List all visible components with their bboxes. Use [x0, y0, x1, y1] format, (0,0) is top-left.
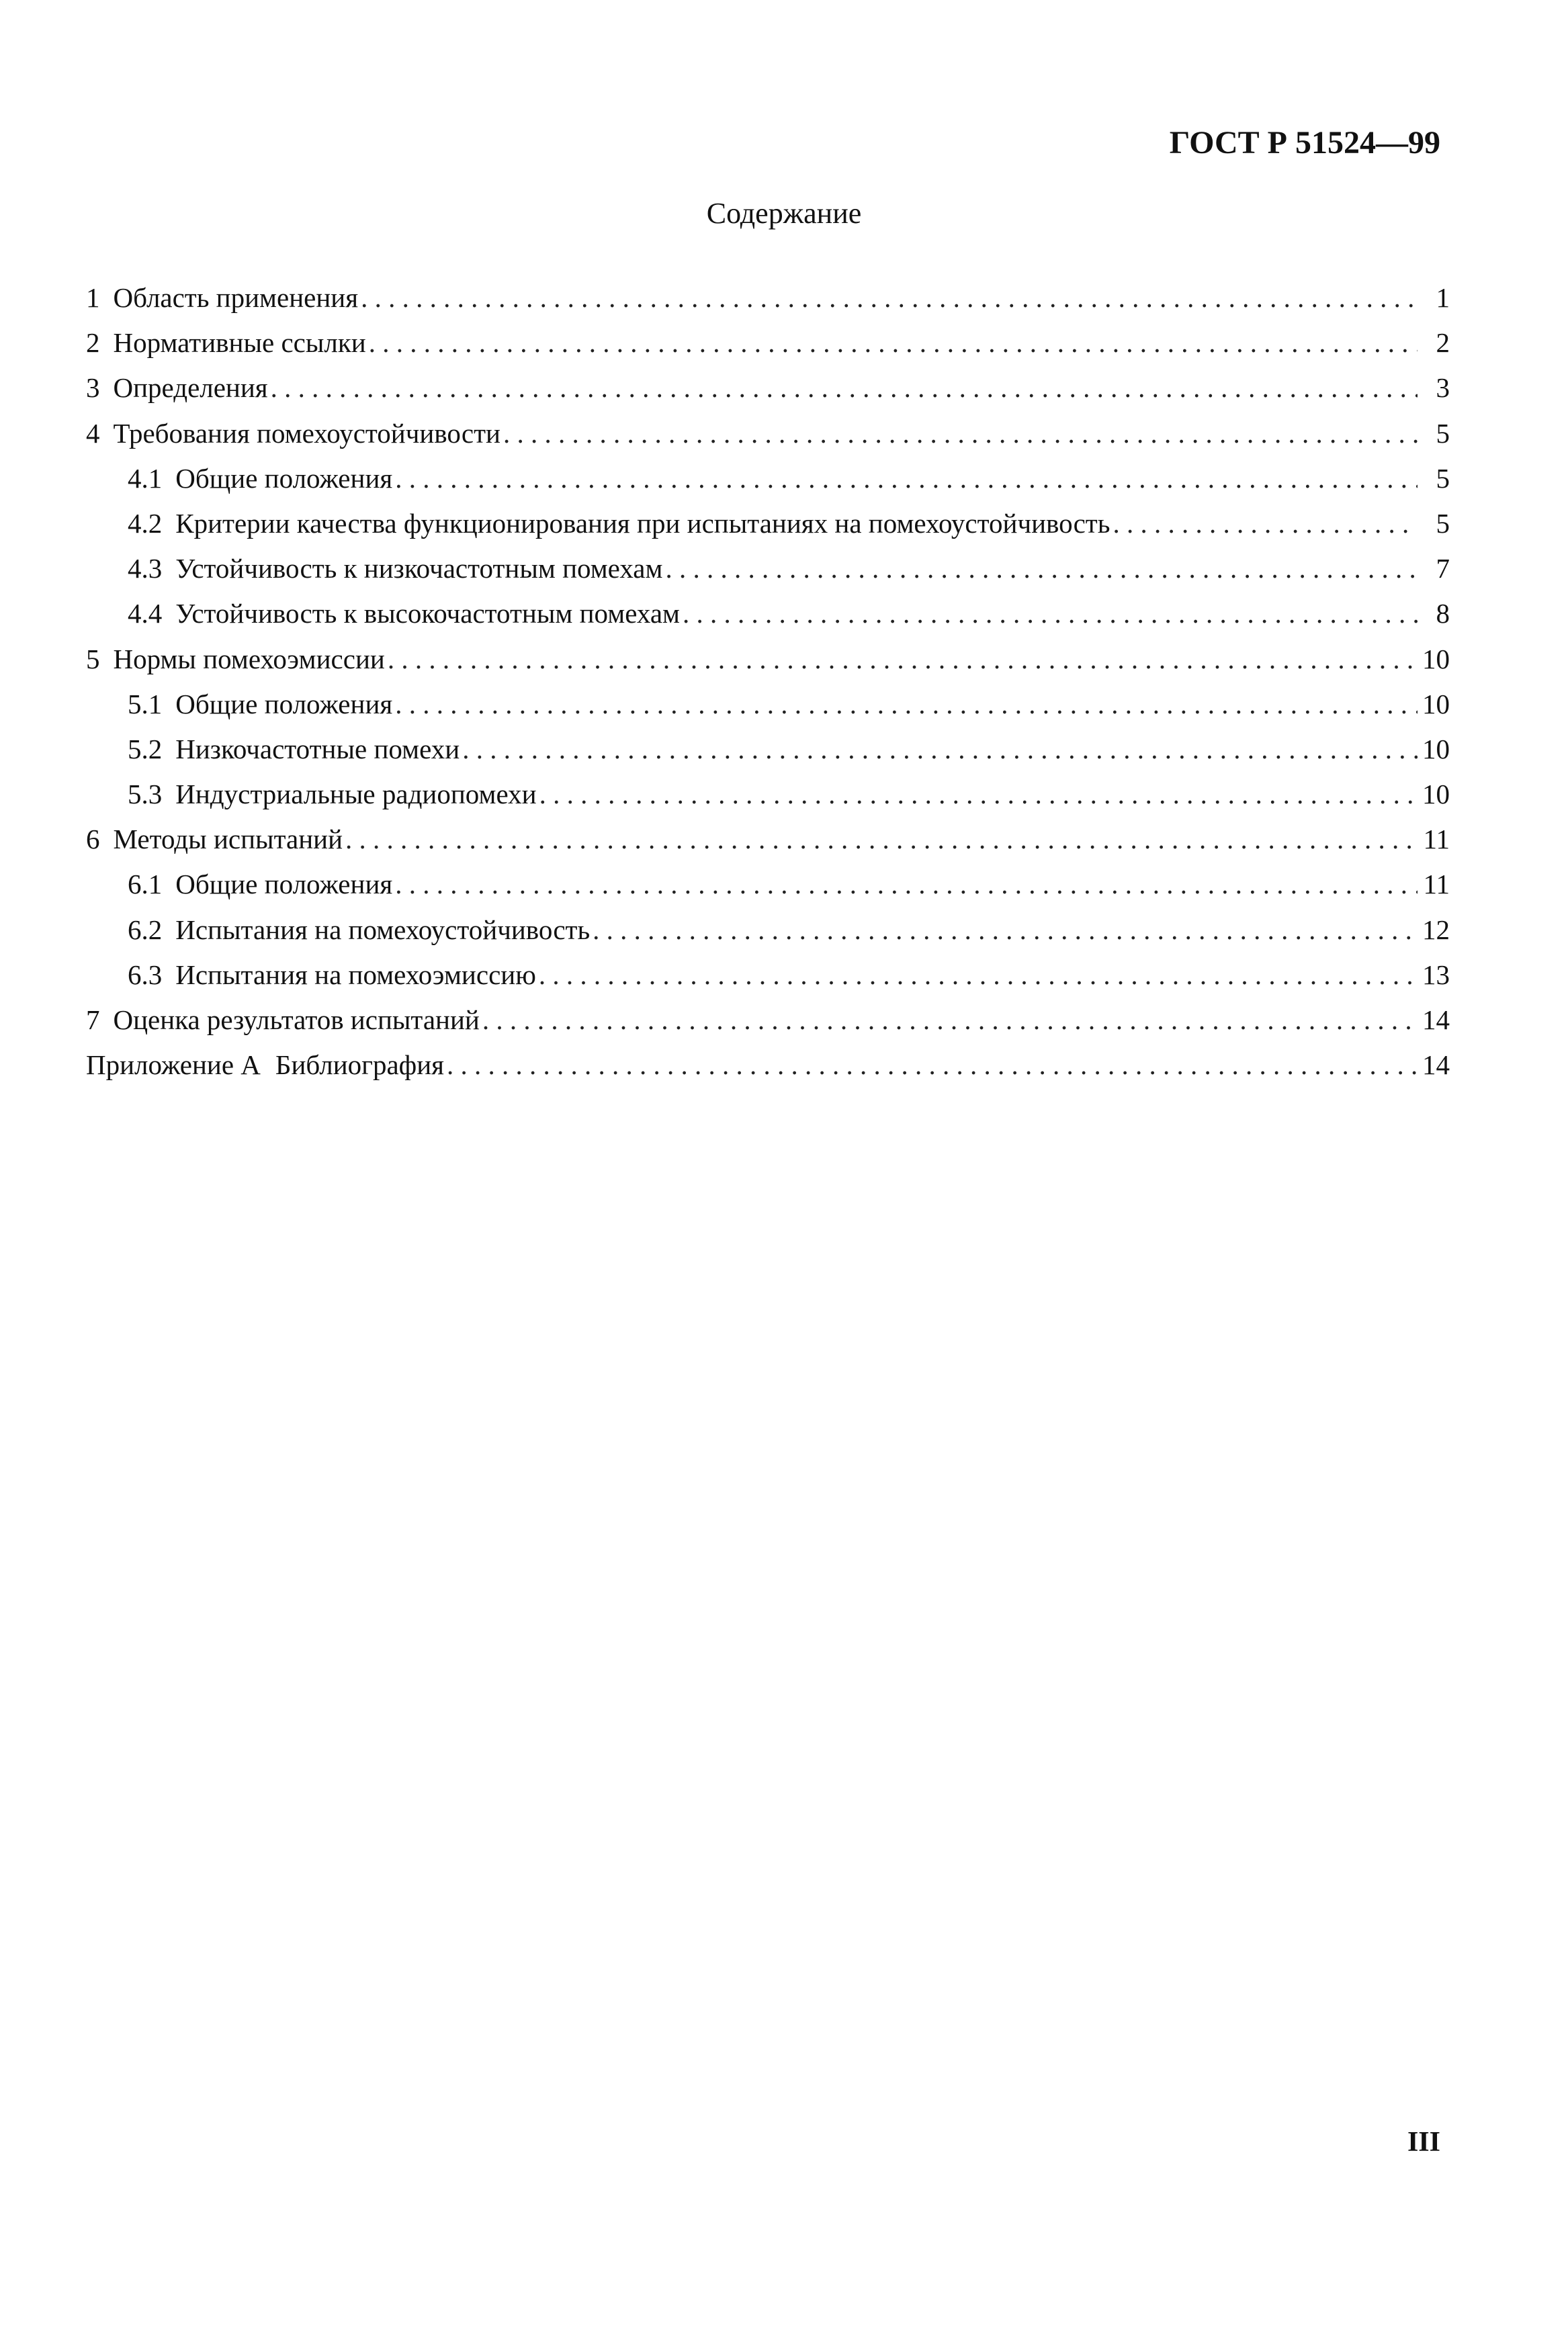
toc-dot-leader [447, 1043, 1418, 1088]
page-title: Содержание [706, 197, 862, 230]
toc-entry-page: 14 [1422, 1049, 1450, 1081]
toc-entry-page: 7 [1436, 553, 1450, 584]
toc-entry-title: Оценка результатов испытаний [113, 1004, 480, 1035]
toc-entry-number: 1 [86, 282, 100, 313]
toc-entry-number: 7 [86, 1004, 100, 1035]
toc-dot-leader [593, 908, 1418, 953]
toc-entry-6-2[interactable] [86, 908, 1450, 953]
toc-entry-3[interactable] [86, 365, 1450, 410]
toc-entry-1[interactable] [86, 275, 1450, 320]
toc-entry-number: 3 [86, 372, 100, 404]
toc-entry-title: Общие положения [175, 688, 393, 719]
toc-entry-number: 6 [86, 824, 100, 855]
toc-dot-leader [462, 727, 1418, 772]
toc-entry-title: Низкочастотные помехи [175, 733, 460, 764]
toc-entry-page: 10 [1422, 733, 1450, 764]
toc-entry-title: Испытания на помехоустойчивость [175, 914, 591, 945]
document-code: ГОСТ Р 51524—99 [1169, 125, 1440, 161]
toc-entry-4-4[interactable] [86, 591, 1450, 636]
toc-entry-page: 10 [1422, 688, 1450, 719]
toc-entry-title: Общие положения [175, 869, 393, 900]
toc-entry-number: 4.2 [128, 507, 163, 539]
toc-entry-4-3[interactable] [86, 546, 1450, 591]
table-of-contents [86, 275, 1450, 1088]
toc-entry-title: Индустриальные радиопомехи [175, 779, 537, 810]
toc-dot-leader [1113, 501, 1418, 546]
toc-entry-5-2[interactable] [86, 727, 1450, 772]
toc-entry-number: 5 [86, 643, 100, 674]
toc-entry-page: 5 [1436, 417, 1450, 449]
toc-dot-leader [539, 953, 1418, 998]
toc-dot-leader [395, 456, 1418, 501]
toc-entry-page: 5 [1436, 507, 1450, 539]
toc-entry-6-1[interactable] [86, 862, 1450, 907]
toc-entry-4[interactable] [86, 411, 1450, 456]
toc-entry-title: Испытания на помехоэмиссию [175, 959, 536, 990]
toc-entry-number: 6.3 [128, 959, 163, 990]
page-number: III [1407, 2127, 1440, 2158]
toc-entry-page: 5 [1436, 462, 1450, 494]
toc-entry-appendix-a[interactable] [86, 1043, 1450, 1088]
toc-dot-leader [503, 411, 1418, 456]
toc-entry-page: 8 [1436, 598, 1450, 629]
toc-entry-4-1[interactable] [86, 456, 1450, 501]
toc-entry-number: 5.1 [128, 688, 163, 719]
toc-entry-title: Нормативные ссылки [113, 327, 366, 359]
toc-entry-number: 6.1 [128, 869, 163, 900]
toc-entry-number: 6.2 [128, 914, 163, 945]
toc-entry-page: 10 [1422, 643, 1450, 674]
toc-entry-title: Нормы помехоэмиссии [113, 643, 385, 674]
toc-dot-leader [361, 275, 1418, 320]
toc-dot-leader [388, 637, 1418, 682]
toc-entry-number: 4.1 [128, 462, 163, 494]
toc-entry-page: 13 [1422, 959, 1450, 990]
toc-entry-title: Методы испытаний [113, 824, 343, 855]
toc-dot-leader [683, 591, 1418, 636]
toc-entry-5[interactable] [86, 637, 1450, 682]
toc-entry-title: Общие положения [175, 462, 393, 494]
toc-entry-number: 4 [86, 417, 100, 449]
toc-dot-leader [665, 546, 1418, 591]
toc-entry-page: 1 [1436, 282, 1450, 313]
toc-entry-number: 4.4 [128, 598, 163, 629]
toc-entry-title: Определения [113, 372, 268, 404]
toc-entry-title: Библиография [275, 1049, 445, 1081]
toc-entry-page: 3 [1436, 372, 1450, 404]
toc-dot-leader [539, 772, 1418, 817]
toc-entry-page: 11 [1423, 869, 1450, 900]
toc-dot-leader [482, 998, 1418, 1043]
toc-entry-5-3[interactable] [86, 772, 1450, 817]
toc-dot-leader [395, 862, 1418, 907]
toc-entry-page: 14 [1422, 1004, 1450, 1035]
toc-entry-7[interactable] [86, 998, 1450, 1043]
toc-entry-title: Устойчивость к высокочастотным помехам [175, 598, 680, 629]
toc-entry-number: 5.3 [128, 779, 163, 810]
toc-dot-leader [395, 682, 1418, 727]
toc-entry-5-1[interactable] [86, 682, 1450, 727]
toc-entry-page: 12 [1422, 914, 1450, 945]
toc-entry-title: Область применения [113, 282, 359, 313]
toc-entry-page: 11 [1423, 824, 1450, 855]
toc-entry-4-2[interactable] [86, 501, 1450, 546]
toc-dot-leader [345, 817, 1418, 862]
toc-dot-leader [369, 320, 1418, 365]
toc-entry-page: 2 [1436, 327, 1450, 359]
toc-entry-page: 10 [1422, 779, 1450, 810]
toc-entry-2[interactable] [86, 320, 1450, 365]
toc-entry-number: 2 [86, 327, 100, 359]
toc-entry-6-3[interactable] [86, 953, 1450, 998]
toc-dot-leader [271, 365, 1418, 410]
toc-entry-number: Приложение А [86, 1049, 261, 1081]
toc-entry-number: 4.3 [128, 553, 163, 584]
toc-entry-6[interactable] [86, 817, 1450, 862]
toc-entry-title: Требования помехоустойчивости [113, 417, 500, 449]
toc-entry-number: 5.2 [128, 733, 163, 764]
toc-entry-title: Критерии качества функционирования при испытаниях на помехоустойчивость [175, 507, 1110, 539]
toc-entry-title: Устойчивость к низкочастотным помехам [175, 553, 663, 584]
